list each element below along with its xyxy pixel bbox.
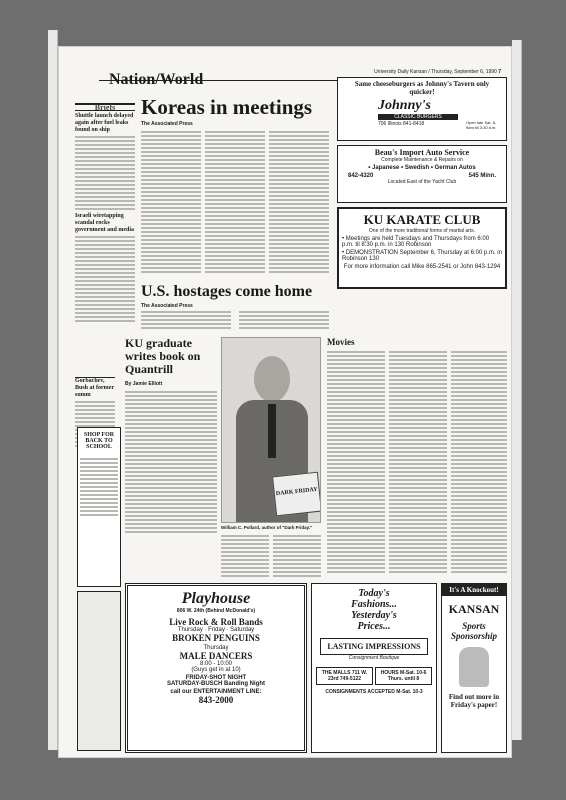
brief-body (75, 236, 135, 322)
johnnys-tagline: Same cheeseburgers as Johnny's Tavern only quicker! (354, 80, 490, 96)
kansan-find-more: Find out more in Friday's paper! (448, 693, 500, 709)
karate-line3: • DEMONSTRATION September 6, Thursday at 6:00 p.m. in Robinson 130 (342, 250, 502, 262)
stacked-pages-edge-right (512, 40, 522, 740)
ku-headline: KU graduate writes book on Quantrill (125, 336, 201, 376)
li-malls: THE MALLS 711 W. 23rd 749-5122 (316, 667, 373, 685)
section-title: Nation/World (109, 71, 204, 88)
brief-headline: Shuttle launch delayed again after fuel leaks found on ship (75, 113, 134, 133)
stacked-pages-edge (48, 30, 58, 750)
ad-back-to-school (77, 427, 121, 587)
ad-playhouse (125, 583, 307, 753)
kansan-flag: It's A Knockout! (442, 584, 506, 596)
brief-body (75, 136, 135, 210)
playhouse-saturday: SATURDAY-BUSCH Banding Night (167, 681, 265, 687)
johnnys-address: 706 Illinois 841-8418 (378, 121, 425, 127)
playhouse-days: Thursday · Friday · Saturday (177, 627, 255, 633)
karate-title: KU KARATE CLUB (363, 212, 481, 227)
beaus-contact: 842-4320 545 Minn. (348, 173, 496, 179)
movies-text-1 (327, 349, 385, 581)
playhouse-band: BROKEN PENGUINS (172, 633, 260, 643)
brief-headline: Israeli wiretapping scandal rocks government and media (75, 213, 134, 233)
ku-text-2 (221, 533, 269, 579)
koreas-text-3 (269, 129, 329, 279)
li-line2: Fashions... (351, 599, 397, 610)
book-cover: DARK FRIDAY (272, 472, 321, 517)
li-brand: LASTING IMPRESSIONS (320, 638, 428, 655)
li-hours: HOURS M-Sat. 10-6 Thurs. until 8 (375, 667, 432, 685)
portrait-head (254, 356, 290, 402)
ad-kansan-sports (441, 583, 507, 753)
li-line1: Today's (358, 588, 390, 599)
ad-lasting-impressions (311, 583, 437, 753)
hostage-text-1 (141, 309, 231, 333)
playhouse-thursday: Thursday (203, 645, 229, 651)
li-line4: Prices... (357, 621, 391, 632)
ad-beaus (337, 145, 507, 203)
playhouse-address: 806 W. 24th (Behind McDonald's) (176, 608, 256, 614)
gorbachev-headline: Gorbachev, Bush at former summ (75, 378, 114, 398)
playhouse-friday: FRIDAY-SHOT NIGHT (185, 675, 247, 681)
ku-byline: By Jamie Elliott (125, 381, 163, 387)
li-bottom: CONSIGNMENTS ACCEPTED M-Sat. 10-3 (325, 689, 423, 695)
ku-text-3 (273, 533, 321, 579)
ad-coupon-strip (77, 591, 121, 751)
playhouse-time: 8:00 - 10:00 (199, 661, 233, 667)
playhouse-phone: 843-2000 (198, 695, 234, 705)
ad-johnnys (337, 77, 507, 141)
beaus-location: Located East of the Yacht Club (387, 179, 457, 185)
beaus-line2: • Japanese • Swedish • German Autos (368, 165, 476, 171)
johnnys-sub: CLASSIC BURGERS (378, 114, 458, 120)
koreas-text-1 (141, 129, 201, 279)
li-sub: Consignment Boutique (348, 655, 400, 661)
playhouse-logo: Playhouse (181, 590, 251, 607)
portrait-tie (268, 404, 276, 458)
shop-title: SHOP FOR BACK TO SCHOOL (83, 432, 115, 450)
ku-photo (221, 337, 321, 523)
kansan-name: KANSAN (448, 602, 500, 616)
briefs-title: Briefs (75, 103, 135, 111)
movies-title: Movies (327, 337, 355, 347)
kansan-sponsorship: Sports Sponsorship (450, 621, 498, 641)
newspaper-page (58, 46, 512, 758)
johnnys-hours: Open late Sat. 8-9am till 3:30 a.m. (466, 120, 497, 130)
karate-line4: For more information call Mike 865-2541 or John 843-1294 (343, 264, 501, 270)
karate-line2: • Meetings are held Tuesdays and Thursdays from 6:00 p.m. til 8:30 p.m. in 130 Robinson (342, 236, 490, 248)
movies-text-3 (451, 349, 507, 581)
li-info (316, 667, 432, 685)
hostage-byline: The Associated Press (141, 303, 193, 309)
playhouse-call: call our ENTERTAINMENT LINE: (170, 689, 262, 695)
ad-karate (337, 207, 507, 289)
main-headline: Koreas in meetings (141, 95, 313, 119)
beaus-title: Beau's Import Auto Service (374, 148, 470, 157)
folio: University Daily Kansan / Thursday, September 6, 1990 7 (374, 69, 501, 75)
main-byline: The Associated Press (141, 121, 193, 127)
playhouse-note: (Guys get in at 10) (191, 667, 241, 673)
playhouse-headline: Live Rock & Roll Bands (169, 617, 263, 627)
karate-line1: One of the more traditional forms of martial arts. (368, 228, 476, 234)
playhouse-deal: MALE DANCERS (179, 651, 253, 661)
movies-text-2 (389, 349, 447, 581)
ku-photo-caption: William C. Pollard, author of "Dark Friday." (221, 525, 313, 530)
li-line3: Yesterday's (351, 610, 397, 621)
ku-text-1 (125, 389, 217, 539)
johnnys-logo: Johnny's (378, 98, 431, 113)
boxer-illustration (459, 647, 489, 687)
hostage-text-2 (239, 309, 329, 333)
beaus-line1: Complete Maintenance & Repairs on (381, 157, 463, 163)
hostage-headline: U.S. hostages come home (141, 283, 313, 300)
koreas-text-2 (205, 129, 265, 279)
